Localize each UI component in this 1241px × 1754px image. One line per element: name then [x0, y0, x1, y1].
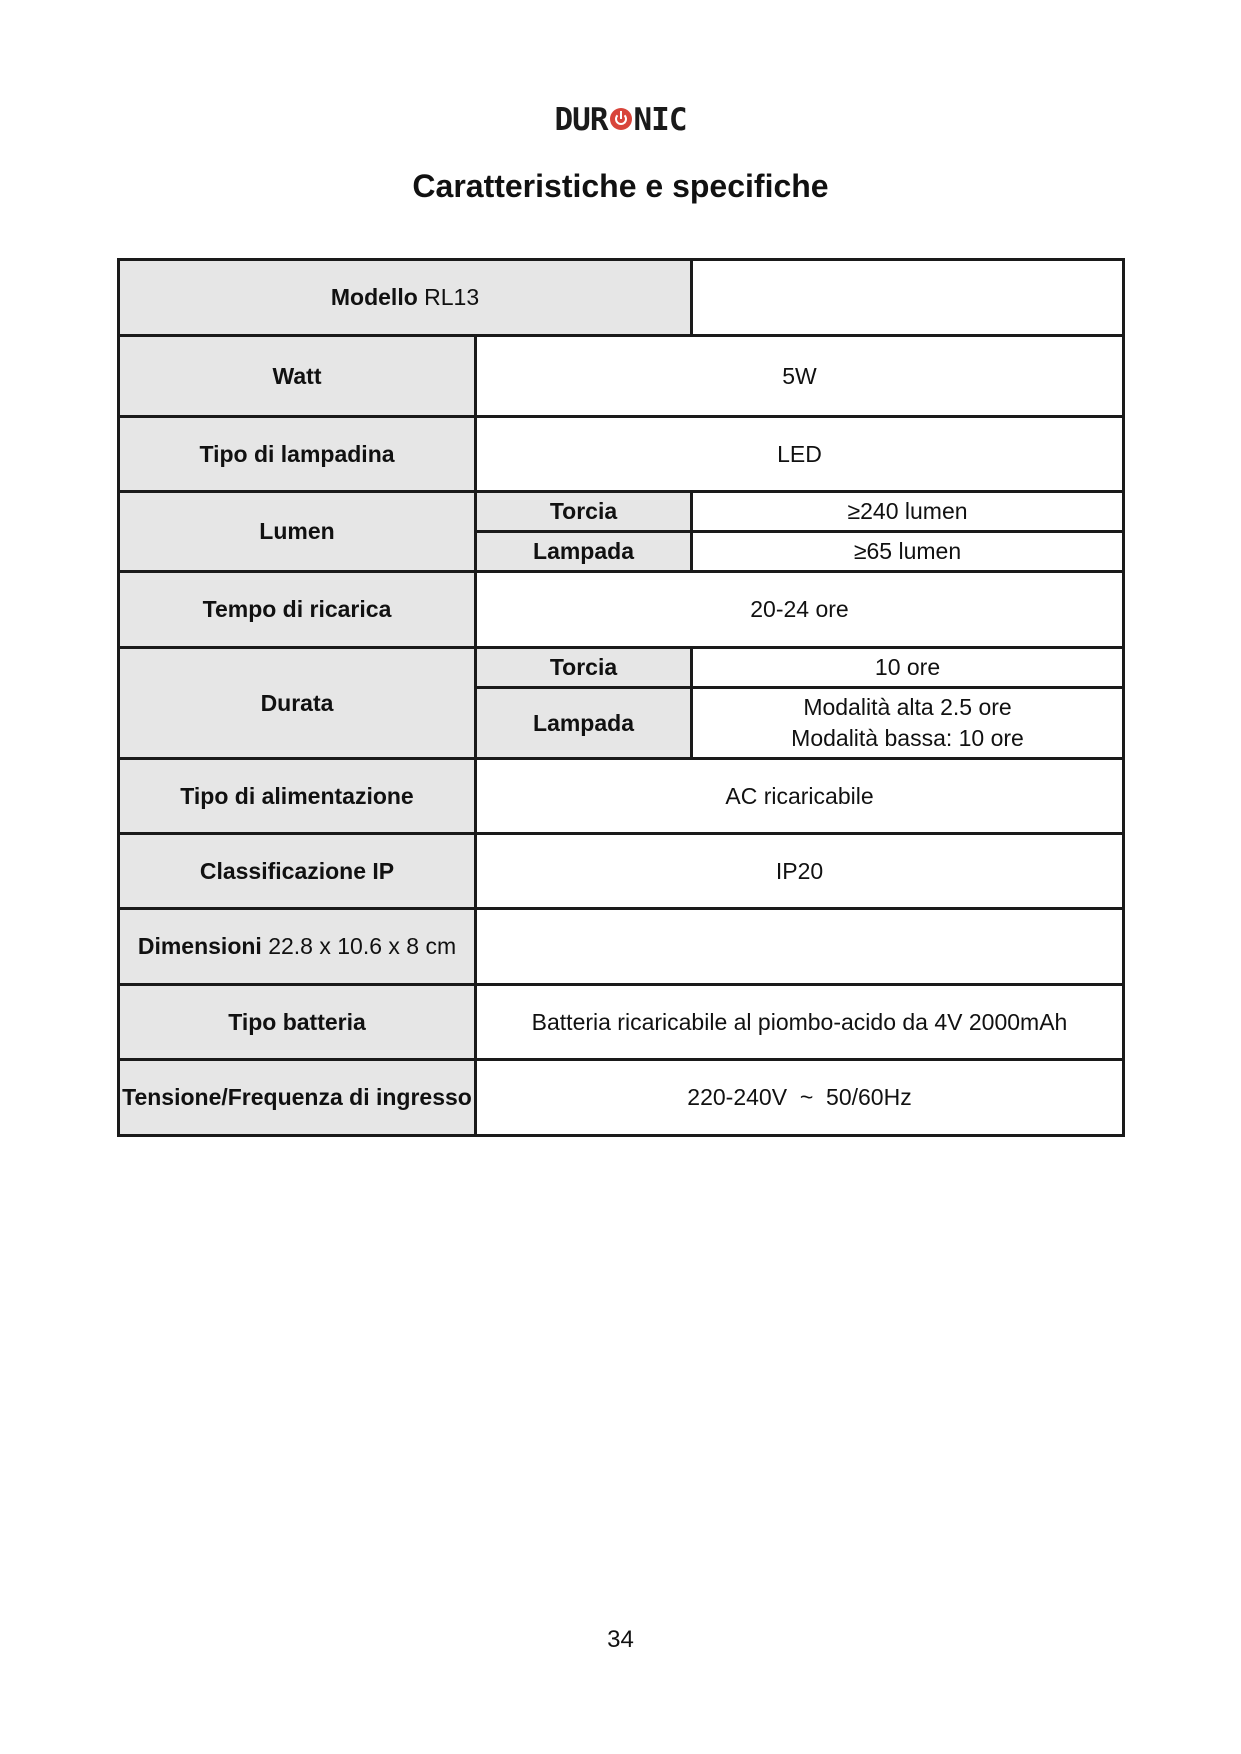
watt-value: 5W — [476, 336, 1124, 417]
watt-label: Watt — [119, 336, 476, 417]
dimensions-value: 22.8 x 10.6 x 8 cm — [268, 933, 457, 959]
model-empty-cell — [692, 260, 1124, 336]
row-bulb — [119, 417, 1124, 492]
duration-torch-value: 10 ore — [692, 648, 1124, 688]
logo-text-right: NIC — [633, 102, 687, 138]
lumen-lamp-label: Lampada — [476, 532, 692, 572]
input-label: Tensione/Frequenza di ingresso — [119, 1060, 476, 1136]
power-type-value: AC ricaricabile — [476, 759, 1124, 834]
page-title: Caratteristiche e specifiche — [412, 168, 829, 204]
row-ip — [119, 834, 1124, 909]
duration-lamp-label: Lampada — [476, 688, 692, 759]
dimensions-empty-cell — [476, 909, 1124, 985]
model-label: Modello — [330, 284, 418, 310]
input-value: 220-240V ~ 50/60Hz — [476, 1060, 1124, 1136]
ip-label: Classificazione IP — [119, 834, 476, 909]
row-duration-torch — [119, 648, 1124, 688]
lumen-lamp-value: ≥65 lumen — [692, 532, 1124, 572]
lumen-torch-value: ≥240 lumen — [692, 492, 1124, 532]
lumen-label: Lumen — [119, 492, 476, 572]
model-value: RL13 — [424, 284, 480, 310]
row-model — [119, 260, 1124, 336]
duration-torch-label: Torcia — [476, 648, 692, 688]
charge-time-label: Tempo di ricarica — [119, 572, 476, 648]
model-cell — [119, 260, 692, 336]
power-type-label: Tipo di alimentazione — [119, 759, 476, 834]
duration-label: Durata — [119, 648, 476, 759]
charge-time-value: 20-24 ore — [476, 572, 1124, 648]
bulb-value: LED — [476, 417, 1124, 492]
battery-value: Batteria ricaricabile al piombo-acido da 4V 2000mAh — [476, 985, 1124, 1060]
page-number: 34 — [607, 1626, 634, 1653]
power-icon — [610, 108, 632, 130]
row-lumen-torch — [119, 492, 1124, 532]
duration-lamp-low: Modalità bassa: 10 ore — [791, 725, 1024, 751]
specs-table — [117, 258, 1125, 1137]
dimensions-cell — [119, 909, 476, 985]
row-watt — [119, 336, 1124, 417]
dimensions-label: Dimensioni — [137, 933, 262, 959]
battery-label: Tipo batteria — [119, 985, 476, 1060]
bulb-label: Tipo di lampadina — [119, 417, 476, 492]
duration-lamp-high: Modalità alta 2.5 ore — [803, 694, 1012, 720]
row-charge-time — [119, 572, 1124, 648]
row-input — [119, 1060, 1124, 1136]
logo-text-left: DUR — [554, 102, 608, 138]
row-battery — [119, 985, 1124, 1060]
brand-logo — [0, 100, 1241, 140]
duration-lamp-value — [692, 688, 1124, 759]
row-dimensions — [119, 909, 1124, 985]
lumen-torch-label: Torcia — [476, 492, 692, 532]
row-power-type — [119, 759, 1124, 834]
ip-value: IP20 — [476, 834, 1124, 909]
